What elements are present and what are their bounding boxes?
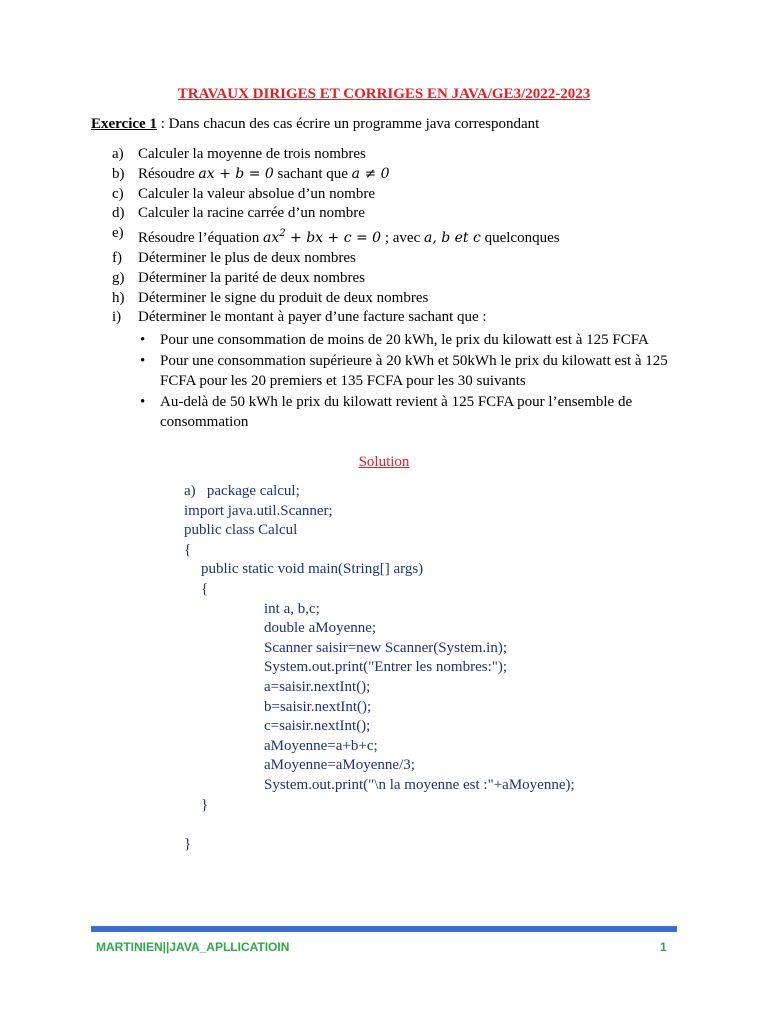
math-expression: + bx + c = 0 <box>285 230 382 247</box>
page-number: 1 <box>660 940 667 954</box>
bullet-item <box>138 330 682 350</box>
task-item-i <box>112 308 682 432</box>
task-text: Calculer la moyenne de trois nombres <box>138 146 366 162</box>
bullet-icon: • <box>140 353 146 370</box>
math-exponent: 2 <box>279 228 286 240</box>
code-line: c=saisir.nextInt(); <box>264 718 371 735</box>
code-line: import java.util.Scanner; <box>184 502 333 519</box>
math-expression: ax + b = 0 <box>198 165 274 182</box>
exercise-intro <box>91 116 539 133</box>
bullet-item <box>138 351 682 391</box>
task-text: quelconques <box>480 230 560 247</box>
task-item-b <box>112 165 682 185</box>
bullet-icon: • <box>140 332 146 349</box>
task-marker: i) <box>112 309 122 326</box>
code-line: public class Calcul <box>184 522 298 539</box>
solution-heading: Solution <box>358 454 410 470</box>
bullet-text: Pour une consommation supérieure à 20 kWh et 50kWh le prix du kilowatt est à 125 FCFA pour les 20 premiers et 135 FCFA pour les 30 suivants <box>160 353 668 390</box>
task-text: Déterminer la parité de deux nombres <box>138 269 365 286</box>
task-item-c <box>112 185 682 205</box>
footer-rule <box>91 926 677 932</box>
task-text: Calculer la valeur absolue d’un nombre <box>138 185 375 202</box>
code-line: } <box>184 835 192 852</box>
code-block <box>184 482 704 854</box>
task-item-f <box>112 249 682 269</box>
bullet-list <box>138 330 682 432</box>
code-line: public static void main(String[] args) <box>201 561 424 578</box>
task-text: Déterminer le montant à payer d’une facture sachant que : <box>138 309 487 326</box>
exercise-intro-text: : Dans chacun des cas écrire un programme java correspondant <box>156 116 540 132</box>
code-line: } <box>201 796 209 813</box>
task-marker: d) <box>112 205 125 222</box>
code-line: double aMoyenne; <box>264 620 377 637</box>
task-item-e <box>112 224 682 249</box>
task-marker: e) <box>112 225 124 242</box>
task-text: Résoudre <box>138 165 199 182</box>
bullet-item <box>138 392 682 432</box>
task-item-d <box>112 204 682 224</box>
code-line: a) package calcul; <box>184 483 300 499</box>
bullet-text: Au-delà de 50 kWh le prix du kilowatt revient à 125 FCFA pour l’ensemble de consommation <box>160 394 633 431</box>
code-line: aMoyenne=a+b+c; <box>264 737 378 754</box>
bullet-icon: • <box>140 394 146 411</box>
task-marker: f) <box>112 249 122 266</box>
task-marker: c) <box>112 185 124 202</box>
task-marker: a) <box>112 146 124 162</box>
math-expression: a ≠ 0 <box>351 165 390 182</box>
code-line: aMoyenne=aMoyenne/3; <box>264 757 415 774</box>
task-text: ; avec <box>381 230 424 247</box>
task-item-g <box>112 269 682 289</box>
page-title: TRAVAUX DIRIGES ET CORRIGES EN JAVA/GE3/2022-2023 <box>177 86 591 102</box>
footer-author: MARTINIEN||JAVA_APLLICATIOIN <box>96 940 290 954</box>
bullet-text: Pour une consommation de moins de 20 kWh, le prix du kilowatt est à 125 FCFA <box>160 332 649 349</box>
task-item-h <box>112 289 682 309</box>
task-marker: b) <box>112 165 125 182</box>
code-line: System.out.print("Entrer les nombres:"); <box>264 659 508 676</box>
task-marker: h) <box>112 289 125 306</box>
exercise-label: Exercice 1 <box>91 116 157 132</box>
code-line <box>184 815 704 835</box>
code-line: int a, b,c; <box>264 600 320 617</box>
task-list <box>112 145 682 433</box>
math-expression: a, b et c <box>423 230 481 247</box>
task-marker: g) <box>112 269 125 286</box>
task-text: Déterminer le plus de deux nombres <box>138 249 356 266</box>
task-item-a <box>112 145 682 165</box>
task-text: Calculer la racine carrée d’un nombre <box>138 205 365 222</box>
code-line: Scanner saisir=new Scanner(System.in); <box>264 639 507 656</box>
code-line: { <box>201 580 209 597</box>
math-expression: ax <box>262 230 280 247</box>
code-line: b=saisir.nextInt(); <box>264 698 372 715</box>
task-text: Déterminer le signe du produit de deux nombres <box>138 289 429 306</box>
code-line: System.out.print("\n la moyenne est :"+aMoyenne); <box>264 776 575 793</box>
task-text: Résoudre l’équation <box>138 230 263 247</box>
task-text: sachant que <box>273 165 352 182</box>
code-line: a=saisir.nextInt(); <box>264 678 371 695</box>
code-line: { <box>184 541 192 558</box>
